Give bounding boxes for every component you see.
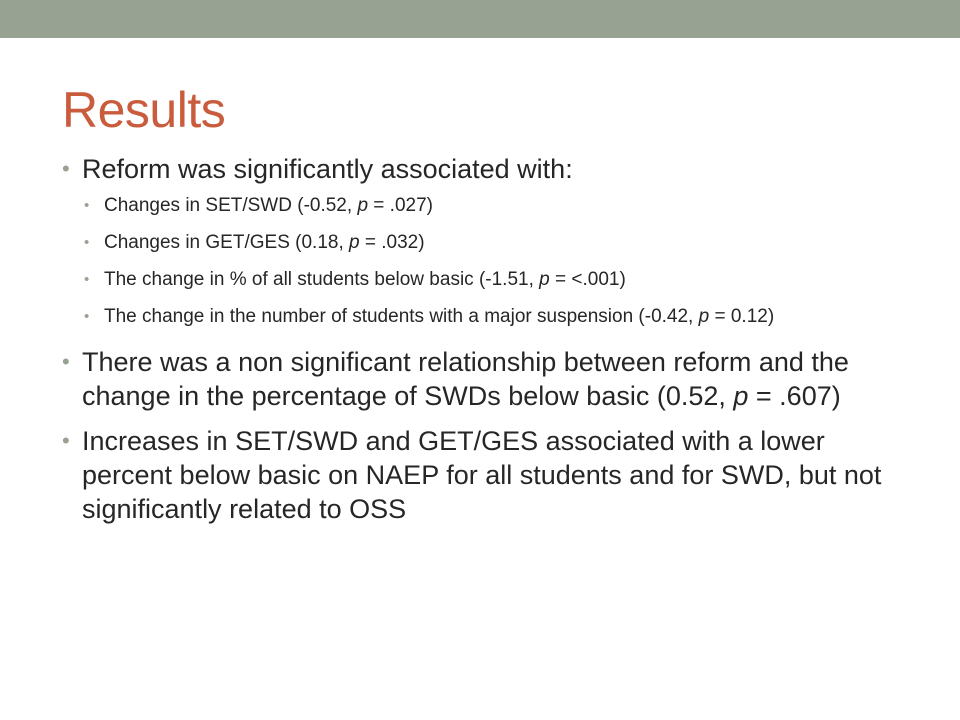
sub-bullet-text: The change in the number of students with a major suspension (-0.42, — [104, 306, 699, 327]
sub-bullet-dot-icon: • — [84, 197, 90, 214]
bullet-non-significant — [62, 345, 882, 413]
sub-bullet-dot-icon: • — [84, 308, 90, 325]
bullet-dot-icon: • — [62, 349, 70, 374]
sub-bullet-below-basic — [84, 267, 882, 292]
sub-bullet-value: = .027) — [368, 195, 433, 216]
bullet-text: There was a non significant relationship between reform and the change in the percentage of SWDs below basic (0.52, — [82, 347, 849, 411]
sub-bullet-get-ges — [84, 230, 882, 255]
sub-bullet-text: The change in % of all students below basic (-1.51, — [104, 269, 540, 290]
bullet-dot-icon: • — [62, 428, 70, 453]
p-symbol: p — [698, 306, 710, 327]
bullet-value: = .607) — [748, 381, 841, 411]
top-accent-bar — [0, 0, 960, 38]
sub-bullet-value: = 0.12) — [709, 306, 775, 327]
sub-bullet-set-swd — [84, 193, 882, 218]
bullet-text: Reform was significantly associated with: — [82, 154, 573, 184]
sub-bullet-major-suspension — [84, 304, 882, 329]
p-symbol: p — [733, 381, 749, 411]
sub-bullet-dot-icon: • — [84, 271, 90, 288]
sub-bullet-value: = <.001) — [549, 269, 626, 290]
p-symbol: p — [539, 269, 550, 290]
sub-bullet-text: Changes in SET/SWD (-0.52, — [104, 195, 358, 216]
p-symbol: p — [357, 195, 369, 216]
sub-bullet-value: = .032) — [359, 232, 425, 253]
slide-title: Results — [62, 82, 226, 138]
bullet-text: Increases in SET/SWD and GET/GES associated with a lower percent below basic on NAEP for all students and for SWD, but not significantly related to OSS — [82, 426, 882, 524]
p-symbol: p — [349, 232, 360, 253]
sub-bullet-dot-icon: • — [84, 234, 90, 251]
bullet-increases — [62, 424, 882, 526]
bullet-dot-icon: • — [62, 156, 70, 181]
sub-bullet-text: Changes in GET/GES (0.18, — [104, 232, 350, 253]
bullet-list — [62, 152, 882, 526]
bullet-reform-associated — [62, 152, 882, 186]
